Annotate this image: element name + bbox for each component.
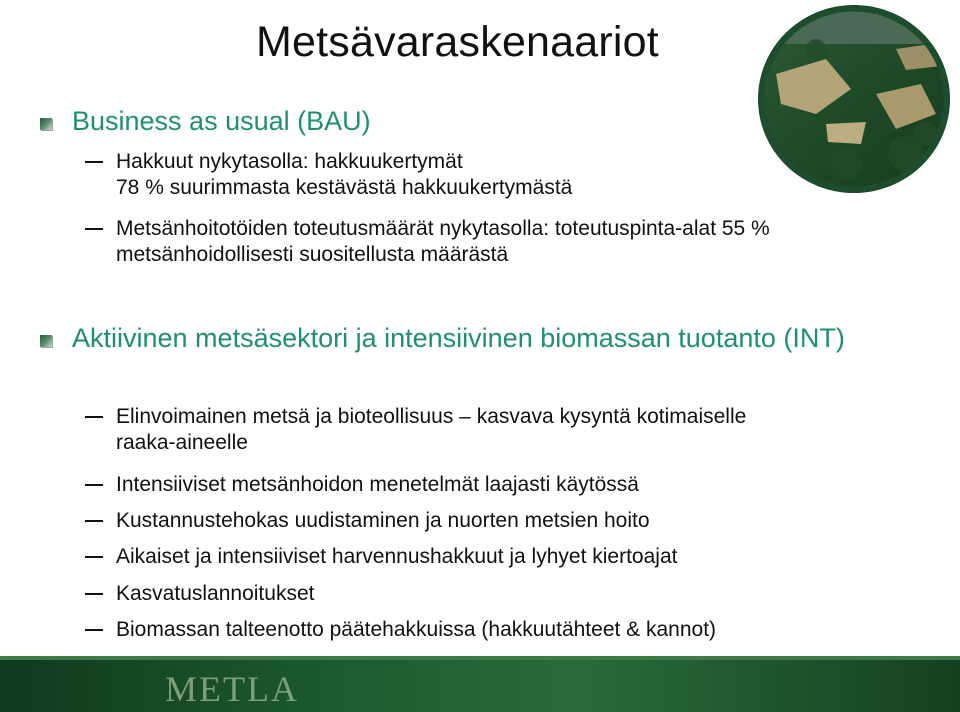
list-item-text: Intensiiviset metsänhoidon menetelmät laajasti käytössä [116,473,639,496]
list-item-text: Hakkuut nykytasolla: hakkuukertymät [116,150,463,173]
slide-title: Metsävaraskenaariot [256,18,659,66]
footer-divider [0,656,960,660]
list-item-text: Kustannustehokas uudistaminen ja nuorten metsien hoito [116,509,650,532]
list-item [85,216,770,268]
forest-aerial-photo [756,4,952,194]
list-item [85,508,650,534]
dash-icon [85,161,103,163]
list-item-text: Kasvatuslannoitukset [116,582,315,605]
list-item [85,544,677,570]
square-bullet-icon [40,335,52,347]
list-item-text: Elinvoimainen metsä ja bioteollisuus – kasvava kysyntä kotimaiselle [116,405,747,428]
list-item [85,617,716,643]
dash-icon [85,520,103,522]
section-int [40,322,922,354]
section-heading: Aktiivinen metsäsektori ja intensiivinen biomassan tuotanto (INT) [72,323,845,353]
footer-band [0,656,960,712]
dash-icon [85,593,103,595]
list-item [85,404,746,456]
list-item-text: raaka-aineelle [116,431,248,454]
dash-icon [85,484,103,486]
list-item-text: metsänhoidollisesti suositellusta määrästä [116,243,509,266]
list-item [85,149,572,201]
section-heading: Business as usual (BAU) [72,106,371,136]
section-bau [40,105,922,137]
square-bullet-icon [40,118,52,130]
metla-logo: METLA [165,669,299,709]
list-item [85,472,639,498]
list-item-text: 78 % suurimmasta kestävästä hakkuukertymästä [116,176,573,199]
list-item-text: Metsänhoitotöiden toteutusmäärät nykytasolla: toteutuspinta-alat 55 % [116,217,770,240]
dash-icon [85,416,103,418]
dash-icon [85,629,103,631]
list-item-text: Biomassan talteenotto päätehakkuissa (hakkuutähteet & kannot) [116,618,717,641]
dash-icon [85,228,103,230]
dash-icon [85,556,103,558]
list-item [85,581,314,607]
list-item-text: Aikaiset ja intensiiviset harvennushakkuut ja lyhyet kiertoajat [116,545,678,568]
